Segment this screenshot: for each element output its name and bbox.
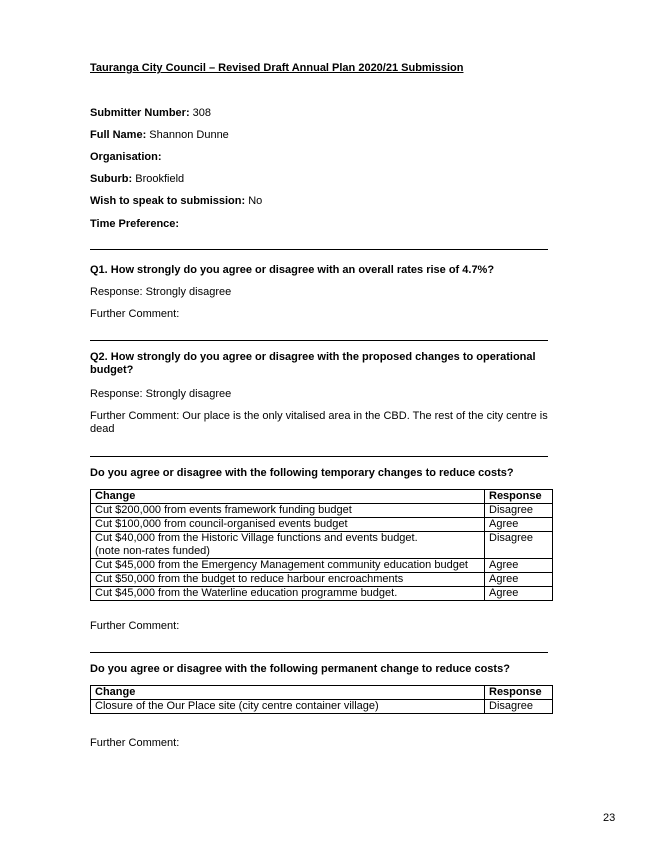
q2-response: Response: Strongly disagree: [90, 388, 232, 400]
permanent-change-table: [90, 685, 553, 714]
suburb: Suburb: Brookfield: [90, 173, 185, 185]
table-row: [91, 587, 553, 601]
table-row: [91, 700, 553, 714]
response-cell: Agree: [485, 573, 553, 587]
organisation: Organisation:: [90, 151, 162, 163]
change-cell: Cut $50,000 from the budget to reduce harbour encroachments: [91, 573, 485, 587]
change-cell: Cut $40,000 from the Historic Village functions and events budget. (note non-rates funded): [91, 532, 485, 559]
change-note: (note non-rates funded): [95, 545, 210, 557]
divider: [90, 340, 548, 341]
response-cell: Agree: [485, 587, 553, 601]
wish-to-speak: Wish to speak to submission: No: [90, 195, 263, 207]
change-cell: Cut $200,000 from events framework funding budget: [91, 504, 485, 518]
temporary-comment: Further Comment:: [90, 620, 180, 632]
column-header-response: Response: [485, 686, 553, 700]
q1-comment: Further Comment:: [90, 308, 180, 320]
column-header-change: Change: [91, 490, 485, 504]
permanent-comment: Further Comment:: [90, 737, 180, 749]
table-row: [91, 573, 553, 587]
response-cell: Disagree: [485, 504, 553, 518]
column-header-change: Change: [91, 686, 485, 700]
full-name: Full Name: Shannon Dunne: [90, 129, 229, 141]
time-preference: Time Preference:: [90, 218, 180, 230]
temporary-changes-table: [90, 489, 553, 601]
divider: [90, 456, 548, 457]
table-row: [91, 559, 553, 573]
document-title: Tauranga City Council – Revised Draft Annual Plan 2020/21 Submission: [90, 62, 464, 74]
table-row: [91, 504, 553, 518]
document-page: [90, 0, 553, 841]
q1-question: Q1. How strongly do you agree or disagree with an overall rates rise of 4.7%?: [90, 264, 495, 276]
temporary-question: Do you agree or disagree with the following temporary changes to reduce costs?: [90, 467, 514, 479]
response-cell: Disagree: [485, 532, 553, 559]
q2-question: Q2. How strongly do you agree or disagree with the proposed changes to operational budget?: [90, 351, 536, 376]
change-cell: Closure of the Our Place site (city centre container village): [91, 700, 485, 714]
submitter-number: Submitter Number: 308: [90, 107, 212, 119]
q1-response: Response: Strongly disagree: [90, 286, 232, 298]
response-cell: Disagree: [485, 700, 553, 714]
response-cell: Agree: [485, 518, 553, 532]
change-cell: Cut $45,000 from the Emergency Management community education budget: [91, 559, 485, 573]
table-header-row: [91, 490, 553, 504]
change-cell: Cut $45,000 from the Waterline education programme budget.: [91, 587, 485, 601]
table-row: [91, 518, 553, 532]
response-cell: Agree: [485, 559, 553, 573]
table-row: [91, 532, 553, 559]
table-header-row: [91, 686, 553, 700]
change-cell: Cut $100,000 from council-organised events budget: [91, 518, 485, 532]
divider: [90, 652, 548, 653]
column-header-response: Response: [485, 490, 553, 504]
permanent-question: Do you agree or disagree with the following permanent change to reduce costs?: [90, 663, 510, 675]
q2-comment: Further Comment: Our place is the only vitalised area in the CBD. The rest of the city centre is dead: [90, 410, 548, 435]
divider: [90, 249, 548, 250]
page-number: 23: [603, 812, 616, 824]
